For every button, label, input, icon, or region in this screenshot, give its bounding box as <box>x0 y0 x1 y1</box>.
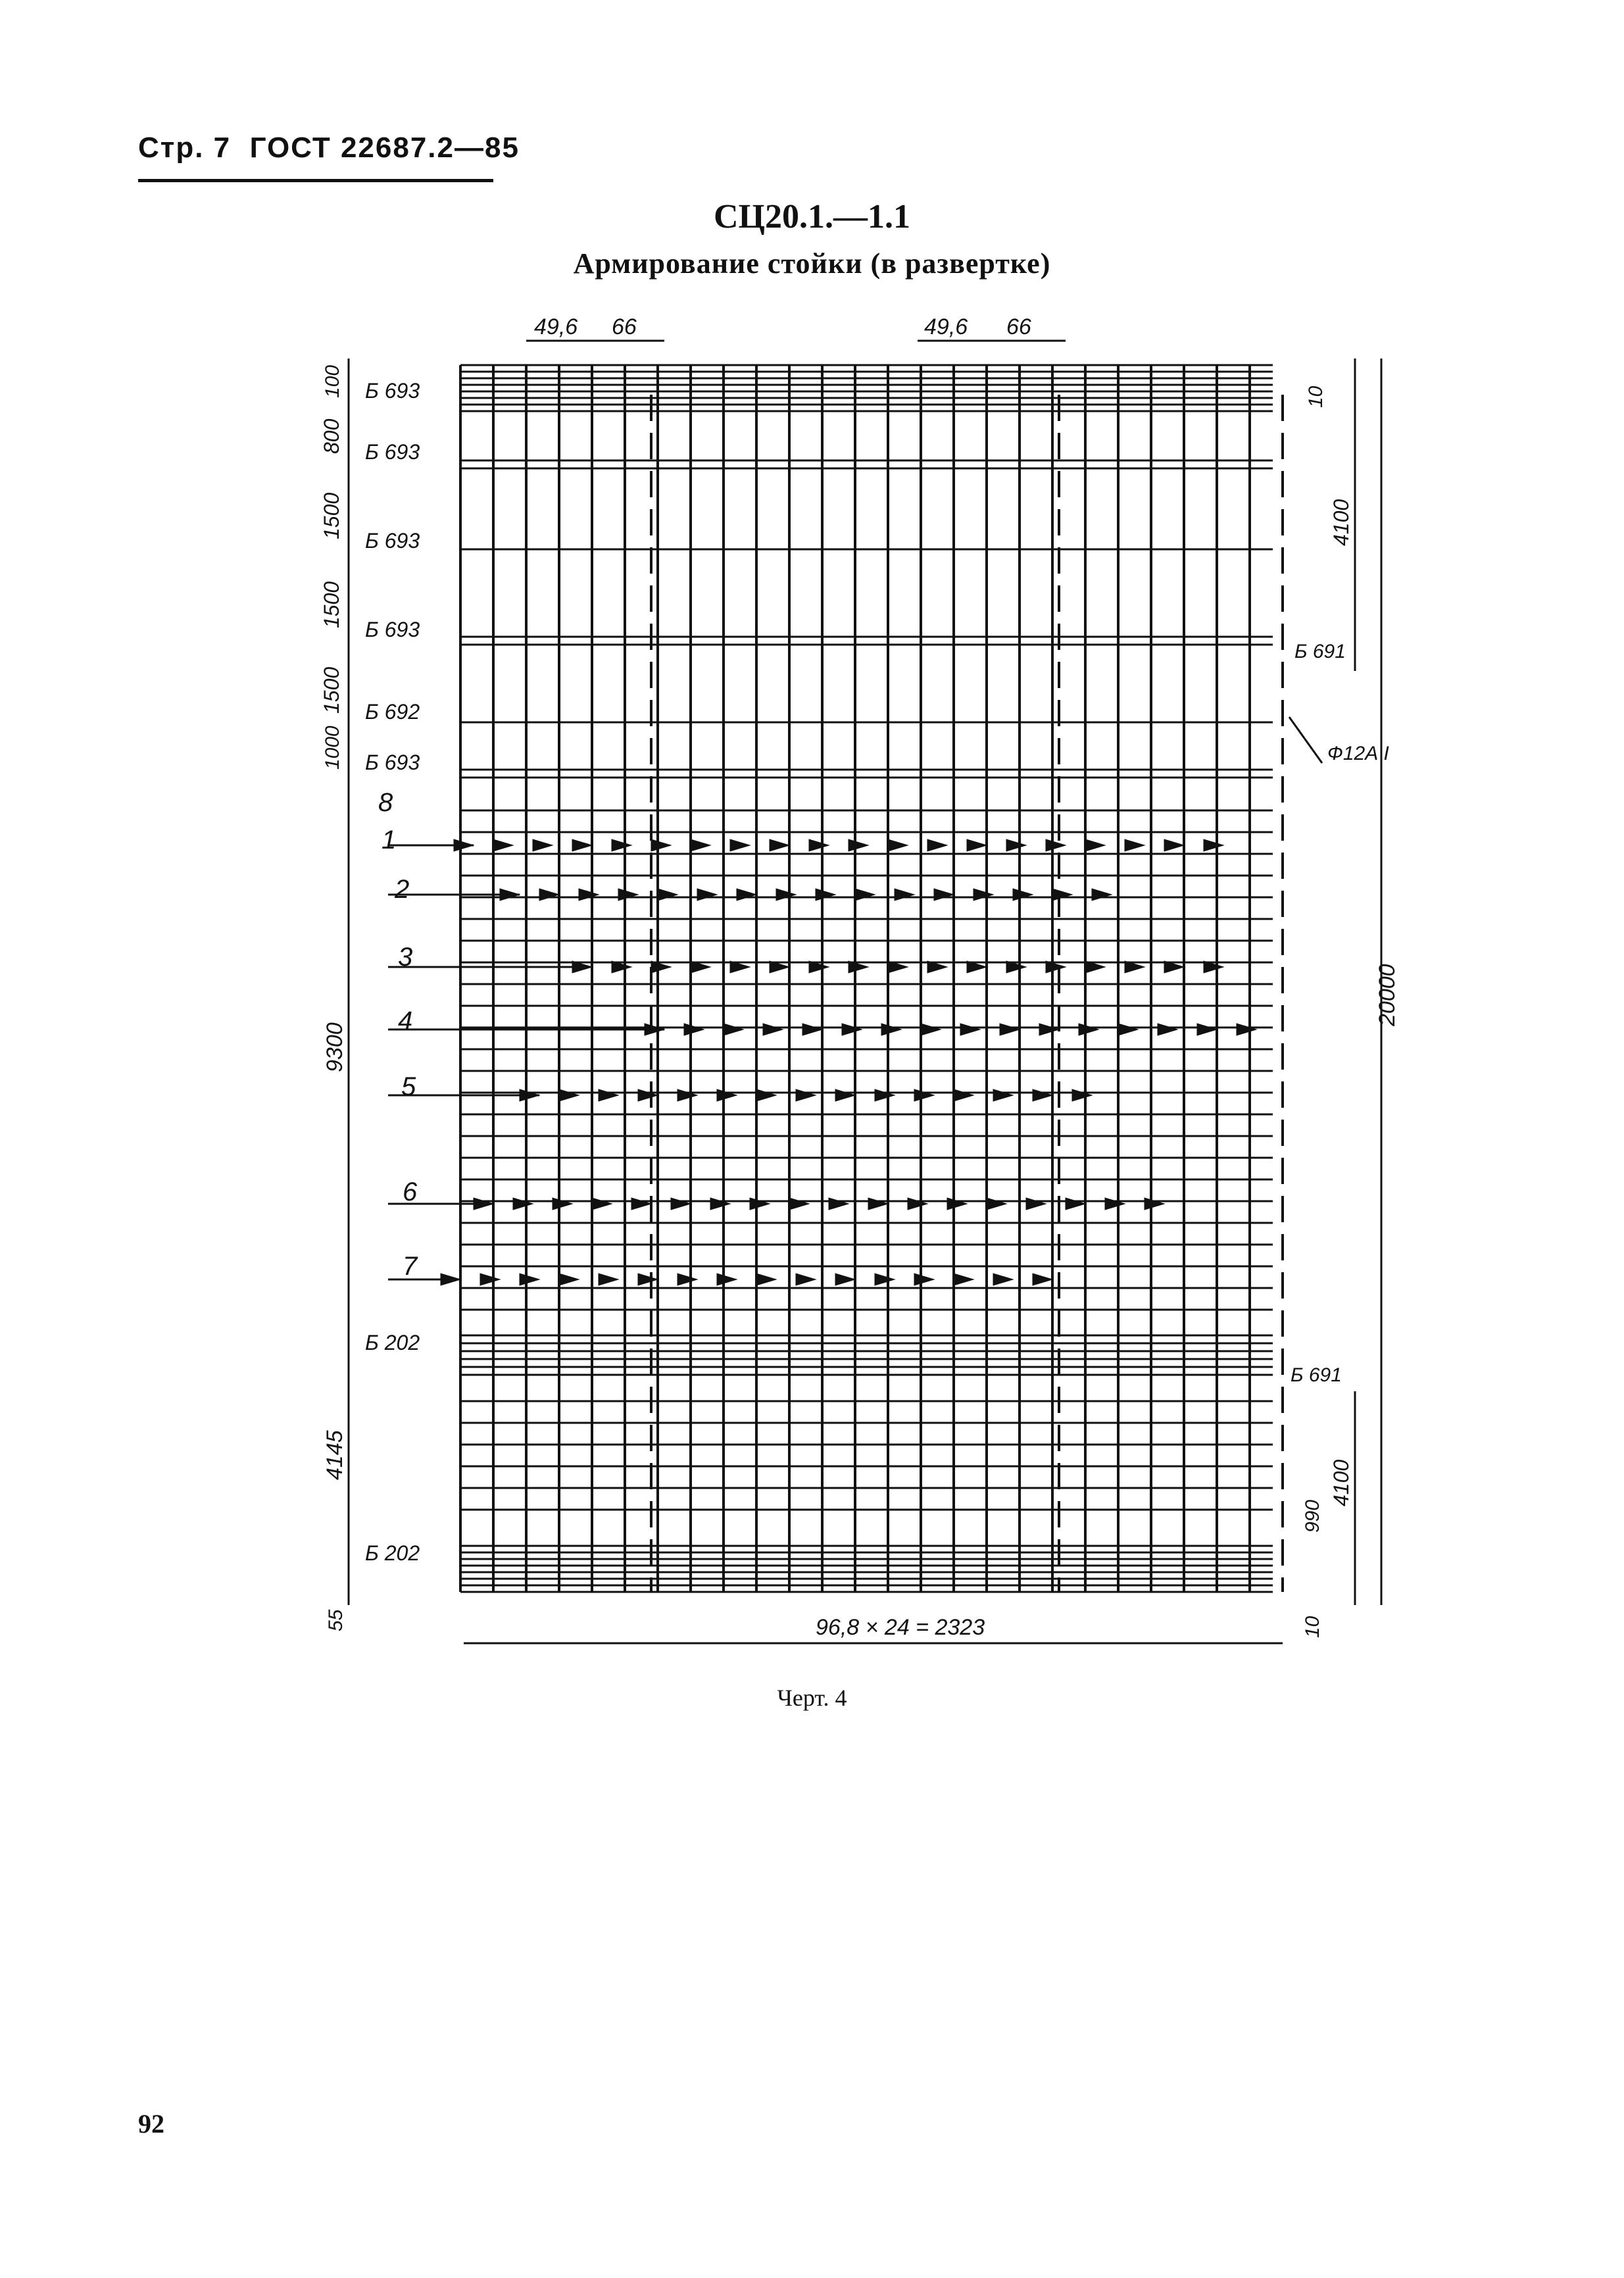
arrow-head <box>1197 1024 1217 1035</box>
arrow-head <box>914 1274 934 1285</box>
position-7: 7 <box>403 1252 418 1281</box>
arrow-head <box>638 1089 658 1101</box>
arrow-head <box>1158 1024 1177 1035</box>
arrow-head <box>579 889 599 901</box>
label-b691-1: Б 691 <box>1294 641 1346 662</box>
arrow-head <box>921 1024 941 1035</box>
arrow-head <box>533 839 553 851</box>
arrow-head <box>1033 1089 1052 1101</box>
arrow-head <box>849 839 868 851</box>
arrow-head <box>592 1198 612 1210</box>
drawing-subtitle: Армирование стойки (в развертке) <box>573 247 1051 280</box>
arrow-head <box>684 1024 704 1035</box>
left-dim-1000: 1000 <box>322 726 343 770</box>
arrow-head <box>454 839 474 851</box>
arrow-head <box>875 1274 895 1285</box>
arrow-head <box>671 1198 691 1210</box>
arrow-head <box>756 1089 776 1101</box>
dimension-lines <box>349 341 1381 1643</box>
arrow-head <box>914 1089 934 1101</box>
arrow-head <box>1052 889 1072 901</box>
arrow-head <box>737 889 756 901</box>
position-1: 1 <box>381 826 397 854</box>
arrow-head <box>1013 889 1033 901</box>
bottom-dim: 96,8 × 24 = 2323 <box>816 1615 985 1640</box>
arrow-head <box>987 1198 1006 1210</box>
arrow-head <box>1118 1024 1138 1035</box>
label-b691-2: Б 691 <box>1291 1364 1342 1386</box>
left-dim-100: 100 <box>322 364 343 398</box>
arrow-head <box>559 1274 579 1285</box>
arrow-head <box>993 1089 1013 1101</box>
label-bar-d12: Ф12А I <box>1327 743 1389 764</box>
label-b202-1: Б 202 <box>365 1331 420 1354</box>
position-2: 2 <box>395 875 410 904</box>
arrow-head <box>677 1274 697 1285</box>
arrow-head <box>1033 1274 1052 1285</box>
arrow-head <box>855 889 875 901</box>
page-number: 92 <box>138 2109 164 2139</box>
arrow-head <box>631 1198 651 1210</box>
arrow-head <box>776 889 796 901</box>
arrow-head <box>1039 1024 1059 1035</box>
arrow-head <box>881 1024 901 1035</box>
top-dim-2: 66 <box>612 314 637 339</box>
arrow-head <box>730 839 750 851</box>
arrow-head <box>1092 889 1112 901</box>
arrow-head <box>809 839 829 851</box>
arrow-head <box>816 889 835 901</box>
arrow-head <box>875 1089 895 1101</box>
arrow-head <box>927 839 947 851</box>
standard-code: ГОСТ 22687.2—85 <box>249 132 520 164</box>
arrow-head <box>954 1274 973 1285</box>
arrow-head <box>441 1274 460 1285</box>
arrow-head <box>500 889 520 901</box>
arrow-head <box>677 1089 697 1101</box>
arrow-head <box>1144 1198 1164 1210</box>
arrow-head <box>474 1198 493 1210</box>
label-b693-2: Б 693 <box>365 440 420 464</box>
arrow-head <box>895 889 914 901</box>
arrow-head <box>960 1024 980 1035</box>
arrow-head <box>829 1198 849 1210</box>
arrow-head <box>1072 1089 1092 1101</box>
left-dim-1500-c: 1500 <box>320 666 343 714</box>
label-b202-2: Б 202 <box>365 1541 420 1565</box>
arrow-head <box>710 1198 730 1210</box>
top-dim-4: 66 <box>1006 314 1031 339</box>
arrow-head <box>1164 839 1184 851</box>
arrow-head <box>1026 1198 1046 1210</box>
arrow-head <box>480 1274 500 1285</box>
arrow-head <box>756 1274 776 1285</box>
top-dim-1: 49,6 <box>534 314 578 339</box>
right-dim-4100-bottom: 4100 <box>1329 1459 1353 1506</box>
page-label: Стр. 7 <box>138 132 232 164</box>
arrow-head <box>835 1274 855 1285</box>
arrow-head <box>520 1274 539 1285</box>
bar-leader-line <box>1289 717 1322 763</box>
arrow-head <box>789 1198 809 1210</box>
label-b693-3: Б 693 <box>365 529 420 553</box>
arrow-head <box>691 839 710 851</box>
arrow-head <box>724 1024 743 1035</box>
position-8: 8 <box>378 788 393 817</box>
arrow-head <box>612 839 631 851</box>
top-dim-3: 49,6 <box>924 314 968 339</box>
left-dim-9300: 9300 <box>322 1022 347 1072</box>
label-b693-4: Б 693 <box>365 618 420 641</box>
arrow-head <box>645 1024 664 1035</box>
arrow-head <box>796 1089 816 1101</box>
right-dim-10-top: 10 <box>1305 385 1327 408</box>
arrow-head <box>1085 839 1105 851</box>
arrow-head <box>1125 839 1144 851</box>
arrow-head <box>973 889 993 901</box>
arrow-head <box>697 889 717 901</box>
arrow-head <box>658 889 677 901</box>
arrow-head <box>717 1089 737 1101</box>
arrow-head <box>796 1274 816 1285</box>
arrow-head <box>1079 1024 1098 1035</box>
arrow-head <box>559 1089 579 1101</box>
left-dim-1500-b: 1500 <box>320 581 343 628</box>
figure-caption: Черт. 4 <box>777 1685 847 1711</box>
arrow-head <box>1237 1024 1256 1035</box>
arrow-head <box>638 1274 658 1285</box>
label-b693-5: Б 693 <box>365 751 420 774</box>
arrow-head <box>802 1024 822 1035</box>
arrow-head <box>763 1024 783 1035</box>
mesh-grid <box>460 365 1283 1592</box>
arrow-head <box>1000 1024 1020 1035</box>
left-dim-800: 800 <box>320 418 343 454</box>
arrow-head <box>618 889 638 901</box>
arrow-head <box>908 1198 927 1210</box>
arrow-head <box>1105 1198 1125 1210</box>
arrow-head <box>1066 1198 1085 1210</box>
right-dim-20000: 20000 <box>1375 964 1400 1026</box>
label-b693-1: Б 693 <box>365 379 420 403</box>
right-dim-10-bottom: 10 <box>1302 1616 1323 1638</box>
arrow-head <box>599 1274 618 1285</box>
arrow-head <box>967 839 987 851</box>
arrow-head <box>1204 839 1223 851</box>
left-dim-1500-a: 1500 <box>320 492 343 539</box>
arrow-head <box>539 889 559 901</box>
arrow-head <box>954 1089 973 1101</box>
arrow-head <box>993 1274 1013 1285</box>
arrow-head <box>888 839 908 851</box>
arrow-head <box>934 889 954 901</box>
arrow-head <box>572 839 592 851</box>
arrow-head <box>868 1198 888 1210</box>
arrow-head <box>520 1089 539 1101</box>
position-5: 5 <box>401 1072 416 1101</box>
left-dim-55: 55 <box>325 1609 347 1631</box>
arrow-head <box>835 1089 855 1101</box>
arrow-head <box>599 1089 618 1101</box>
arrow-head <box>717 1274 737 1285</box>
arrow-head <box>842 1024 862 1035</box>
arrow-head <box>1046 839 1066 851</box>
position-6: 6 <box>403 1177 418 1206</box>
arrow-head <box>651 839 671 851</box>
arrow-head <box>553 1198 572 1210</box>
arrow-head <box>513 1198 533 1210</box>
right-dim-990: 990 <box>1302 1499 1323 1533</box>
arrow-head <box>493 839 513 851</box>
position-3: 3 <box>398 943 413 972</box>
arrow-head <box>1006 839 1026 851</box>
arrow-head <box>750 1198 770 1210</box>
drawing-title: СЦ20.1.—1.1 <box>714 198 910 235</box>
arrow-head <box>947 1198 967 1210</box>
position-4: 4 <box>398 1006 413 1035</box>
label-b692: Б 692 <box>365 700 420 724</box>
right-dim-4100-top: 4100 <box>1329 499 1353 546</box>
arrow-head <box>770 839 789 851</box>
left-dim-4145: 4145 <box>322 1430 347 1480</box>
